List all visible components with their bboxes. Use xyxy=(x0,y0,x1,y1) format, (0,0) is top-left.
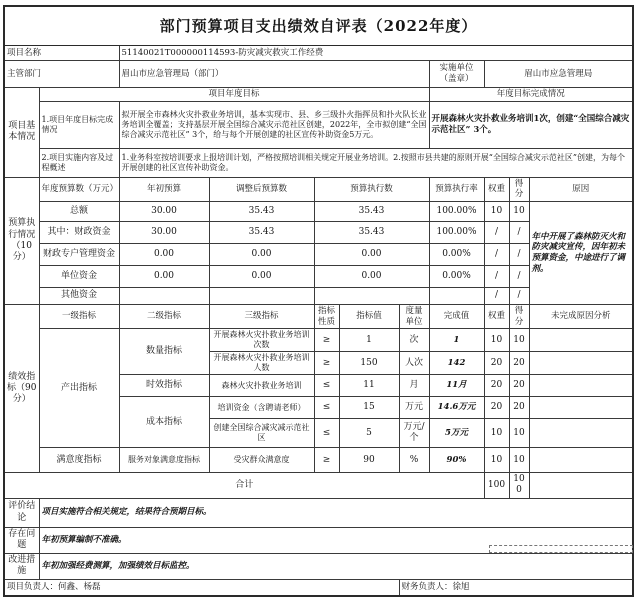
perf-weight: 20 xyxy=(484,375,509,397)
budget-header-executed: 预算执行数 xyxy=(314,177,429,201)
total-weight: 100 xyxy=(484,473,509,499)
budget-row-name: 单位资金 xyxy=(39,265,119,287)
perf-unit: 次 xyxy=(399,329,429,352)
perf-l3: 创建全国综合减灾减示范社区 xyxy=(209,419,314,448)
budget-row-name: 其他资金 xyxy=(39,287,119,304)
perf-header-actual: 完成值 xyxy=(429,304,484,328)
budget-rate: 100.00% xyxy=(429,221,484,243)
perf-nature: ≥ xyxy=(314,352,339,375)
page-title: 部门预算项目支出绩效自评表（2022年度） xyxy=(4,6,633,46)
perf-header-nature: 指标性质 xyxy=(314,304,339,328)
annual-goal-header: 项目年度目标 xyxy=(39,88,429,102)
perf-unit: 月 xyxy=(399,375,429,397)
perf-l2-cost: 成本指标 xyxy=(119,397,209,448)
perf-unit: 万元 xyxy=(399,397,429,419)
perf-nature: ≥ xyxy=(314,448,339,473)
perf-unit: 人次 xyxy=(399,352,429,375)
perf-l3: 森林火灾扑救业务培训 xyxy=(209,375,314,397)
perf-target: 90 xyxy=(339,448,399,473)
perf-weight: 10 xyxy=(484,329,509,352)
table-row xyxy=(4,329,633,352)
perf-header-l3: 三级指标 xyxy=(209,304,314,328)
budget-header-reason: 原因 xyxy=(529,177,633,201)
basic-row1-label: 1.项目年度目标完成情况 xyxy=(39,101,119,148)
budget-reason-text: 年中开展了森林防灭火和防灾减灾宣传，因年初未预算资金，中途进行了调剂。 xyxy=(529,201,633,304)
perf-score: 20 xyxy=(509,397,529,419)
budget-adjusted: 35.43 xyxy=(209,201,314,221)
perf-analysis xyxy=(529,375,633,397)
perf-target: 15 xyxy=(339,397,399,419)
budget-rate: 100.00% xyxy=(429,201,484,221)
perf-actual: 14.6万元 xyxy=(429,397,484,419)
perf-actual: 90% xyxy=(429,448,484,473)
budget-header-weight: 权重 xyxy=(484,177,509,201)
perf-score: 10 xyxy=(509,419,529,448)
basic-row2-label: 2.项目实施内容及过程概述 xyxy=(39,148,119,177)
problem-text: 年初预算编制不准确。 xyxy=(39,527,633,553)
perf-nature: ≥ xyxy=(314,329,339,352)
total-analysis-empty xyxy=(529,473,633,499)
perf-actual: 5万元 xyxy=(429,419,484,448)
budget-rate: 0.00% xyxy=(429,265,484,287)
improvement-label: 改进措施 xyxy=(4,553,39,579)
budget-header-adjusted: 调整后预算数 xyxy=(209,177,314,201)
perf-unit: 万元/个 xyxy=(399,419,429,448)
budget-rate xyxy=(429,287,484,304)
budget-score: / xyxy=(509,265,529,287)
budget-section-label: 预算执行情况（10分） xyxy=(4,177,39,304)
dept-value: 眉山市应急管理局（部门） xyxy=(119,61,429,88)
perf-l3: 开展森林火灾扑救业务培训次数 xyxy=(209,329,314,352)
table-row xyxy=(4,448,633,473)
conclusion-label: 评价结论 xyxy=(4,498,39,527)
budget-executed: 0.00 xyxy=(314,265,429,287)
perf-actual: 11月 xyxy=(429,375,484,397)
perf-header-l1: 一级指标 xyxy=(39,304,119,328)
budget-executed: 35.43 xyxy=(314,201,429,221)
budget-score: 10 xyxy=(509,201,529,221)
perf-weight: 10 xyxy=(484,419,509,448)
total-row xyxy=(4,473,633,499)
budget-weight: / xyxy=(484,265,509,287)
perf-nature: ≤ xyxy=(314,375,339,397)
title-row xyxy=(4,6,633,46)
perf-l1-satisfaction: 满意度指标 xyxy=(39,448,119,473)
impl-unit-value: 眉山市应急管理局 xyxy=(484,61,633,88)
implementation-text: 1.业务科室按培训要求上报培训计划，严格按照培训相关规定开展业务培训。2.按照市县共建的原则开展“全国综合减灾示范社区”创建，为每个开展创建的社区宣传补助资金。 xyxy=(119,148,633,177)
self-evaluation-table xyxy=(3,5,634,597)
conclusion-row xyxy=(4,498,633,527)
improvement-row xyxy=(4,553,633,579)
basic-section-label: 项目基本情况 xyxy=(4,88,39,178)
budget-header-rate: 预算执行率 xyxy=(429,177,484,201)
table-row xyxy=(4,201,633,221)
perf-header-score: 得分 xyxy=(509,304,529,328)
perf-analysis xyxy=(529,397,633,419)
perf-weight: 20 xyxy=(484,352,509,375)
perf-target: 1 xyxy=(339,329,399,352)
perf-header-l2: 二级指标 xyxy=(119,304,209,328)
budget-row-name: 财政专户管理资金 xyxy=(39,243,119,265)
perf-weight: 20 xyxy=(484,397,509,419)
budget-row-name: 总额 xyxy=(39,201,119,221)
project-manager-signature: 项目负责人：何鑫、杨磊 xyxy=(4,579,399,596)
perf-header-target: 指标值 xyxy=(339,304,399,328)
performance-section-label: 绩效指标（90分） xyxy=(4,304,39,472)
budget-row-name: 其中：财政资金 xyxy=(39,221,119,243)
perf-nature: ≤ xyxy=(314,397,339,419)
goal-completion-header: 年度目标完成情况 xyxy=(429,88,633,102)
perf-l3: 受灾群众满意度 xyxy=(209,448,314,473)
perf-l3: 培训资金（含聘请老师） xyxy=(209,397,314,419)
perf-header-weight: 权重 xyxy=(484,304,509,328)
perf-actual: 1 xyxy=(429,329,484,352)
impl-unit-label: 实施单位（盖章） xyxy=(429,61,484,88)
annual-goal-text: 拟开展全市森林火灾扑救业务培训，基本实现市、县、乡三级扑火指挥员和扑火队长业务培训全覆盖；支持基层开展全国综合减灾示范社区创建，2022年，全市拟创建“全国综合减灾示范社区” 3个，给与每个开展创建的社区宣传补助资金5万元。 xyxy=(119,101,429,148)
budget-executed: 35.43 xyxy=(314,221,429,243)
budget-initial: 30.00 xyxy=(119,201,209,221)
perf-analysis xyxy=(529,419,633,448)
budget-weight: / xyxy=(484,243,509,265)
perf-weight: 10 xyxy=(484,448,509,473)
perf-l2-service: 服务对象满意度指标 xyxy=(119,448,209,473)
perf-l1-output: 产出指标 xyxy=(39,329,119,448)
budget-weight: / xyxy=(484,287,509,304)
budget-score: / xyxy=(509,243,529,265)
project-name-label: 项目名称 xyxy=(4,46,119,61)
perf-header-unit: 度量单位 xyxy=(399,304,429,328)
perf-target: 150 xyxy=(339,352,399,375)
perf-analysis xyxy=(529,329,633,352)
budget-adjusted: 0.00 xyxy=(209,243,314,265)
budget-initial: 30.00 xyxy=(119,221,209,243)
perf-target: 5 xyxy=(339,419,399,448)
budget-header-score: 得分 xyxy=(509,177,529,201)
perf-l2-time: 时效指标 xyxy=(119,375,209,397)
budget-adjusted: 0.00 xyxy=(209,265,314,287)
project-name-value: 51140021T000000114593-防灾减灾救灾工作经费 xyxy=(119,46,633,61)
budget-score: / xyxy=(509,287,529,304)
perf-header-analysis: 未完成原因分析 xyxy=(529,304,633,328)
perf-analysis xyxy=(529,352,633,375)
budget-initial xyxy=(119,287,209,304)
perf-analysis xyxy=(529,448,633,473)
perf-nature: ≤ xyxy=(314,419,339,448)
budget-executed: 0.00 xyxy=(314,243,429,265)
dept-label: 主管部门 xyxy=(4,61,119,88)
budget-adjusted: 35.43 xyxy=(209,221,314,243)
budget-weight: 10 xyxy=(484,201,509,221)
perf-score: 20 xyxy=(509,352,529,375)
budget-header-initial: 年初预算 xyxy=(119,177,209,201)
budget-header-annual: 年度预算数（万元） xyxy=(39,177,119,201)
total-score: 100 xyxy=(509,473,529,499)
budget-score: / xyxy=(509,221,529,243)
perf-score: 10 xyxy=(509,329,529,352)
improvement-text: 年初加强经费测算，加强绩效目标监控。 xyxy=(39,553,633,579)
perf-unit: % xyxy=(399,448,429,473)
perf-score: 10 xyxy=(509,448,529,473)
budget-weight: / xyxy=(484,221,509,243)
budget-executed xyxy=(314,287,429,304)
budget-initial: 0.00 xyxy=(119,243,209,265)
perf-score: 20 xyxy=(509,375,529,397)
selection-dash-artifact xyxy=(489,545,633,553)
perf-l2-quantity: 数量指标 xyxy=(119,329,209,375)
total-label: 合计 xyxy=(4,473,484,499)
perf-target: 11 xyxy=(339,375,399,397)
problem-label: 存在问题 xyxy=(4,527,39,553)
budget-initial: 0.00 xyxy=(119,265,209,287)
perf-actual: 142 xyxy=(429,352,484,375)
signature-row xyxy=(4,579,633,596)
budget-rate: 0.00% xyxy=(429,243,484,265)
budget-adjusted xyxy=(209,287,314,304)
goal-completion-text: 开展森林火灾扑救业务培训1次，创建“全国综合减灾示范社区” 3个。 xyxy=(429,101,633,148)
finance-manager-signature: 财务负责人：徐旭 xyxy=(399,579,633,596)
conclusion-text: 项目实施符合相关规定，结果符合预期目标。 xyxy=(39,498,633,527)
perf-l3: 开展森林火灾扑救业务培训人数 xyxy=(209,352,314,375)
